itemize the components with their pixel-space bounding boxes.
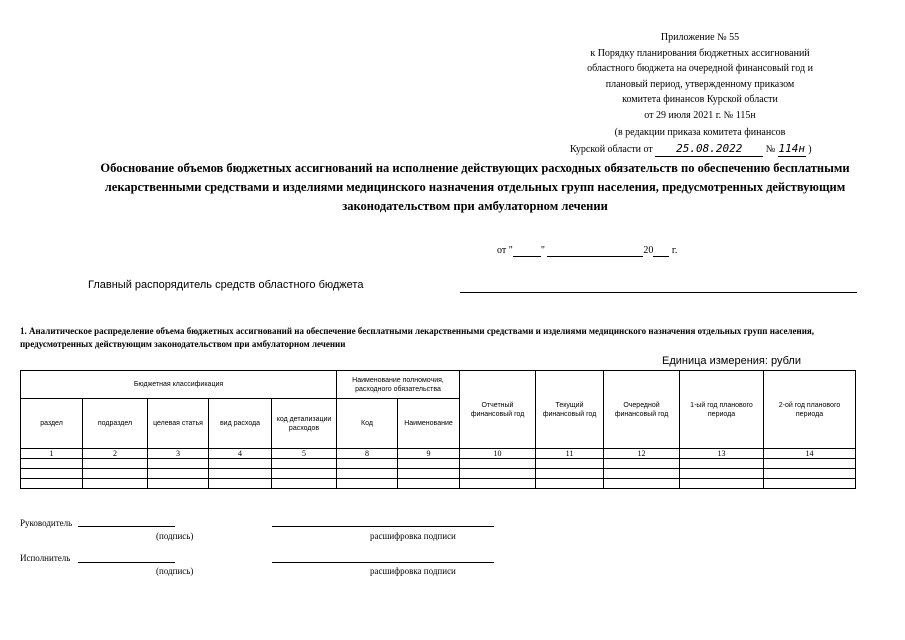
- head-label: Руководитель: [20, 518, 73, 528]
- year-prefix: 20: [643, 245, 654, 256]
- document-title: Обоснование объемов бюджетных ассигнований на исполнение действующих расходных обязательств по обеспечению бесплатными лекарственными средствами и изделиями медицинского назначения отдельных групп населения, предусмотренных действующим законодательством при амбулаторном лечении: [100, 161, 850, 213]
- col-current-year: Текущий финансовый год: [536, 371, 604, 449]
- col-number: 13: [680, 449, 764, 459]
- col-number: 9: [398, 449, 460, 459]
- executor-signature-line: [78, 562, 175, 563]
- head-decoding-line: [272, 526, 494, 527]
- executor-signature-caption: (подпись): [156, 566, 194, 576]
- edition-number-handwritten: 114н: [778, 141, 806, 158]
- col-expense-type: вид расхода: [209, 399, 272, 449]
- appendix-block: [560, 30, 840, 157]
- col-next-year: Очередной финансовый год: [604, 371, 680, 449]
- date-suffix: г.: [669, 245, 678, 256]
- head-signature-caption: (подпись): [156, 531, 194, 541]
- edition-close: ): [808, 143, 812, 155]
- appendix-line: комитета финансов Курской области: [622, 94, 778, 105]
- table-row: [21, 459, 856, 469]
- appendix-line: от 29 июля 2021 г. № 115н: [644, 109, 756, 121]
- main-manager-label: Главный распорядитель средств областного бюджета: [88, 279, 364, 291]
- date-mid: ": [540, 245, 545, 256]
- col-detail-code: код детализации расходов: [272, 399, 337, 449]
- executor-decoding-line: [272, 562, 494, 563]
- col-plan-year-2: 2-ой год планового периода: [764, 371, 856, 449]
- day-blank: [513, 245, 541, 257]
- executor-decoding-caption: расшифровка подписи: [370, 566, 456, 576]
- table-row: [21, 469, 856, 479]
- col-number: 14: [764, 449, 856, 459]
- col-section: раздел: [21, 399, 83, 449]
- edition-date-handwritten: 25.08.2022: [655, 141, 763, 158]
- executor-label: Исполнитель: [20, 553, 71, 563]
- col-number: 2: [83, 449, 148, 459]
- col-plan-year-1: 1-ый год планового периода: [680, 371, 764, 449]
- main-manager-line: [460, 292, 857, 293]
- head-decoding-caption: расшифровка подписи: [370, 531, 456, 541]
- appendix-line: Приложение № 55: [660, 32, 740, 43]
- table-row: [21, 479, 856, 489]
- edition-prefix: Курской области от: [570, 143, 653, 155]
- section-title: 1. Аналитическое распределение объема бюджетных ассигнований на обеспечение бесплатными лекарственными средствами и изделиями медицинского назначения отдельных групп населения, предусмотренных действующим законодательством при амбулаторном лечении: [20, 326, 815, 349]
- col-number: 3: [148, 449, 209, 459]
- col-number: 5: [272, 449, 337, 459]
- appendix-line: плановый период, утвержденному приказом: [605, 78, 795, 90]
- year-blank: [653, 245, 669, 257]
- col-name: Наименование: [398, 399, 460, 449]
- appendix-line: областного бюджета на очередной финансовый год и: [587, 63, 813, 74]
- col-subsection: подраздел: [83, 399, 148, 449]
- head-signature-line: [78, 526, 175, 527]
- month-blank: [547, 245, 643, 257]
- budget-classification-header: Бюджетная классификация: [21, 371, 337, 399]
- edition-line: (в редакции приказа комитета финансов: [614, 127, 786, 138]
- appendix-line: к Порядку планирования бюджетных ассигнований: [590, 47, 810, 59]
- col-reporting-year: Отчетный финансовый год: [460, 371, 536, 449]
- date-line: [497, 245, 677, 257]
- date-prefix: от ": [497, 245, 513, 256]
- edition-details: [570, 141, 840, 158]
- col-number: 4: [209, 449, 272, 459]
- edition-num-prefix: №: [765, 143, 776, 155]
- unit-label: Единица измерения: рубли: [662, 355, 801, 367]
- col-number: 11: [536, 449, 604, 459]
- col-number: 10: [460, 449, 536, 459]
- col-number: 8: [337, 449, 398, 459]
- col-number: 12: [604, 449, 680, 459]
- col-code: Код: [337, 399, 398, 449]
- allocation-table: [20, 370, 856, 489]
- col-target-item: целевая статья: [148, 399, 209, 449]
- authority-header: Наименование полномочия, расходного обязательства: [337, 371, 460, 399]
- col-number: 1: [21, 449, 83, 459]
